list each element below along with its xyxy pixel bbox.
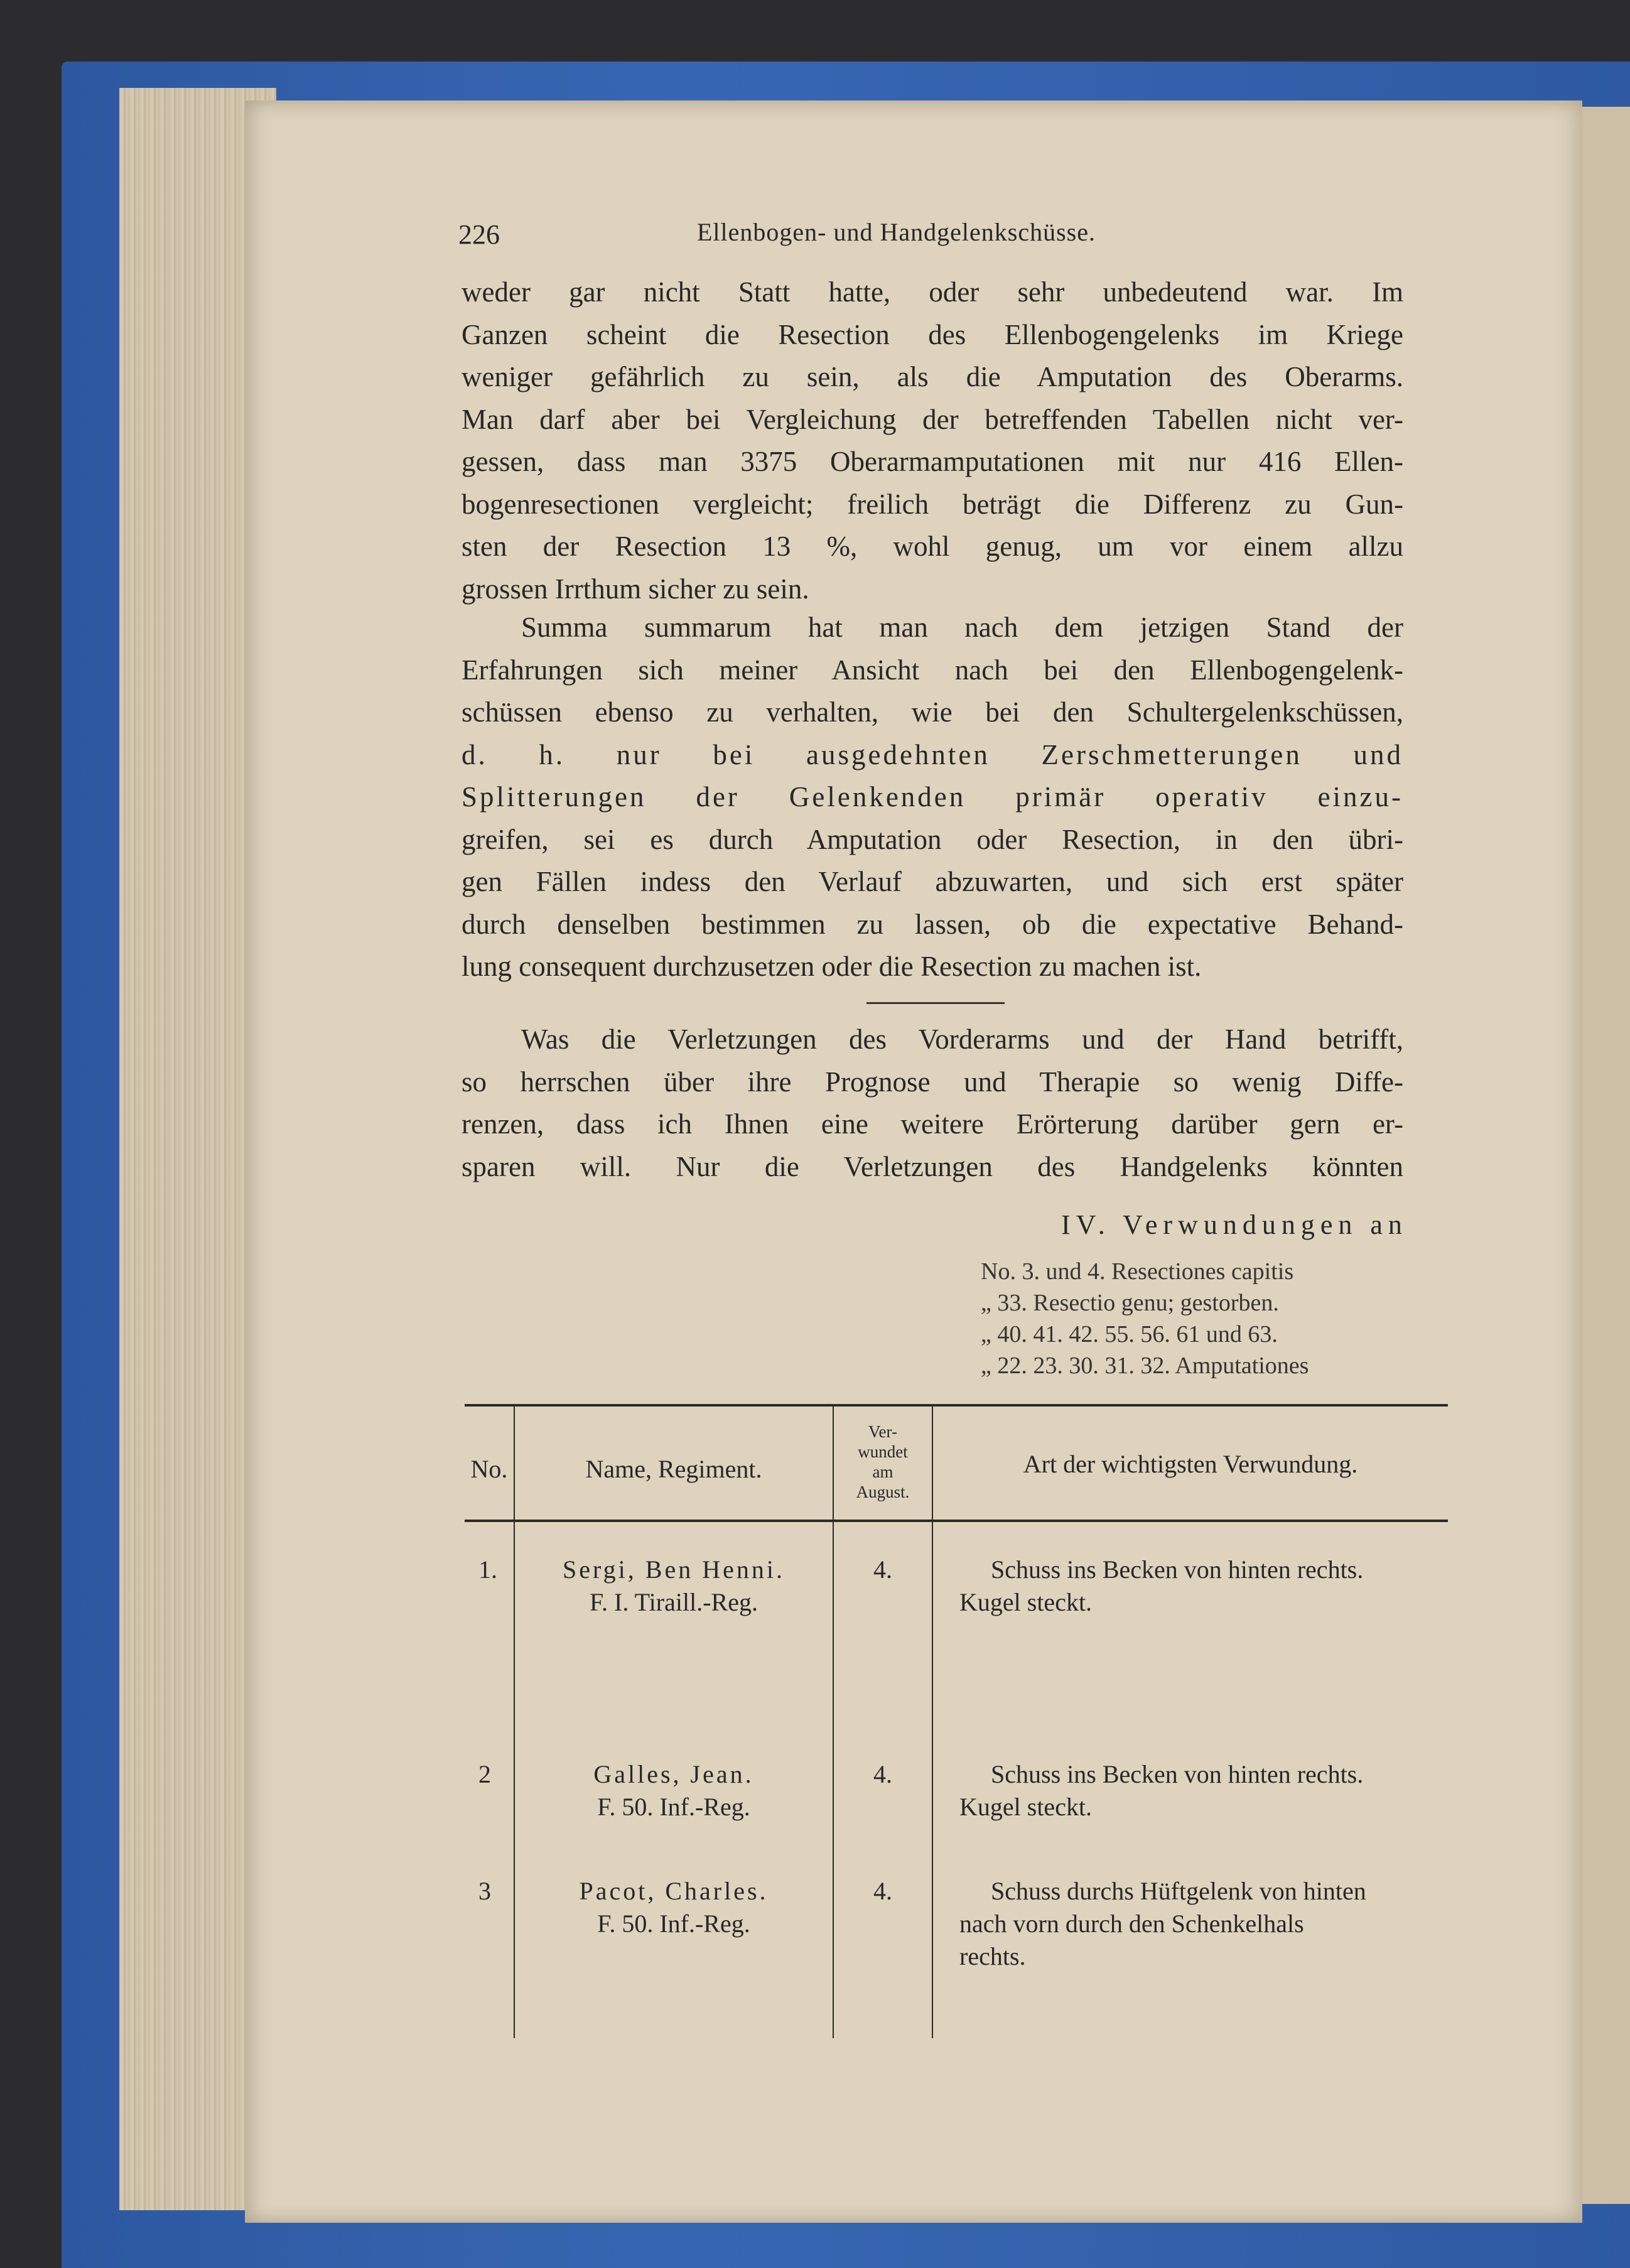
soldier-regiment: F. 50. Inf.-Reg.	[597, 1793, 750, 1821]
text-line: lung consequent durchzusetzen oder die Resection zu machen ist.	[461, 951, 1202, 982]
text-line: Summa summarum hat man nach dem jetzigen Stand der	[521, 612, 1403, 643]
text-line: Splitterungen der Gelenkenden primär operativ einzu-	[461, 781, 1403, 813]
text-line: weniger gefährlich zu sein, als die Amputation des Oberarms.	[461, 361, 1403, 392]
row-name	[515, 1875, 833, 1940]
header-name: Name, Regiment.	[585, 1455, 762, 1483]
soldier-name: Pacot, Charles.	[579, 1877, 769, 1905]
soldier-name: Galles, Jean.	[593, 1760, 754, 1788]
soldier-regiment: F. 50. Inf.-Reg.	[597, 1909, 750, 1938]
text-line: Was die Verletzungen des Vorderarms und der Hand betrifft,	[521, 1023, 1403, 1055]
column-rule	[932, 1407, 933, 2038]
page-number: 226	[458, 219, 500, 250]
wound-line: Kugel steckt.	[959, 1588, 1093, 1616]
row-date: 4.	[873, 1555, 892, 1584]
row-wound	[959, 1553, 1363, 1619]
paragraph-2	[461, 607, 1403, 988]
row-no: 2	[478, 1760, 491, 1788]
text-line: weder gar nicht Statt hatte, oder sehr unbedeutend war. Im	[461, 276, 1403, 308]
header-wound: Art der wichtigsten Verwundung.	[1023, 1450, 1358, 1478]
text-line: bogenresectionen vergleicht; freilich beträgt die Differenz zu Gun-	[461, 488, 1403, 520]
header-no: No.	[470, 1455, 508, 1483]
column-rule	[514, 1407, 515, 2038]
text-line: gen Fällen indess den Verlauf abzuwarten, und sich erst später	[461, 866, 1403, 897]
text-line: sten der Resection 13 %, wohl genug, um vor einem allzu	[461, 531, 1403, 562]
header-date-line: Ver-	[868, 1422, 897, 1441]
row-date: 4.	[873, 1877, 892, 1905]
summary-line: „ 40. 41. 42. 55. 56. 61 und 63.	[981, 1321, 1278, 1347]
wound-line: Schuss ins Becken von hinten rechts.	[991, 1760, 1364, 1788]
row-no: 3	[478, 1877, 491, 1905]
row-no: 1.	[478, 1555, 497, 1584]
header-date-line: wundet	[858, 1442, 908, 1461]
section-divider	[866, 1002, 1005, 1004]
text-line: Erfahrungen sich meiner Ansicht nach bei den Ellenbogengelenk-	[461, 654, 1403, 686]
paragraph-1	[461, 271, 1403, 610]
text-line: Ganzen scheint die Resection des Ellenbogengelenks im Kriege	[461, 318, 1403, 350]
wound-line: Schuss durchs Hüftgelenk von hinten	[991, 1877, 1366, 1905]
text-line: Man darf aber bei Vergleichung der betreffenden Tabellen nicht ver-	[461, 403, 1403, 435]
row-wound	[959, 1758, 1363, 1823]
summary-line: „ 33. Resectio genu; gestorben.	[981, 1290, 1279, 1316]
text-line: d. h. nur bei ausgedehnten Zerschmetterungen und	[461, 738, 1403, 770]
wound-line: Schuss ins Becken von hinten rechts.	[991, 1555, 1364, 1584]
row-date: 4.	[873, 1760, 892, 1788]
header-date	[834, 1422, 932, 1502]
row-wound	[959, 1875, 1366, 1973]
text-line: sparen will. Nur die Verletzungen des Handgelenks könnten	[461, 1150, 1403, 1182]
paragraph-3	[461, 1018, 1403, 1188]
running-title: Ellenbogen- und Handgelenkschüsse.	[697, 218, 1096, 246]
header-date-line: am	[872, 1462, 893, 1481]
text-line: greifen, sei es durch Amputation oder Resection, in den übri-	[461, 823, 1403, 855]
table-rule-top	[465, 1404, 1448, 1407]
text-line: so herrschen über ihre Prognose und Therapie so wenig Diffe-	[461, 1066, 1403, 1098]
wound-line: nach vorn durch den Schenkelhals	[959, 1909, 1304, 1938]
section-title: IV. Verwundungen an	[1061, 1209, 1408, 1240]
text-line: schüssen ebenso zu verhalten, wie bei den Schultergelenkschüssen,	[461, 696, 1403, 728]
soldier-name: Sergi, Ben Henni.	[563, 1555, 785, 1584]
summary-line: „ 22. 23. 30. 31. 32. Amputationes	[981, 1353, 1309, 1379]
text-line: renzen, dass ich Ihnen eine weitere Erörterung darüber gern er-	[461, 1108, 1403, 1140]
wound-line: Kugel steckt.	[959, 1793, 1093, 1821]
casualty-table	[465, 1404, 1448, 2038]
summary-line: No. 3. und 4. Resectiones capitis	[981, 1258, 1294, 1285]
row-name	[515, 1553, 833, 1619]
text-line: gessen, dass man 3375 Oberarmamputationen mit nur 416 Ellen-	[461, 446, 1403, 477]
table-rule-header	[465, 1520, 1448, 1522]
soldier-regiment: F. I. Tiraill.-Reg.	[590, 1588, 758, 1616]
row-name	[515, 1758, 833, 1823]
header-date-line: August.	[856, 1482, 910, 1501]
text-line: durch denselben bestimmen zu lassen, ob die expectative Behand-	[461, 908, 1403, 940]
text-line: grossen Irrthum sicher zu sein.	[461, 573, 809, 605]
wound-line: rechts.	[959, 1942, 1026, 1970]
